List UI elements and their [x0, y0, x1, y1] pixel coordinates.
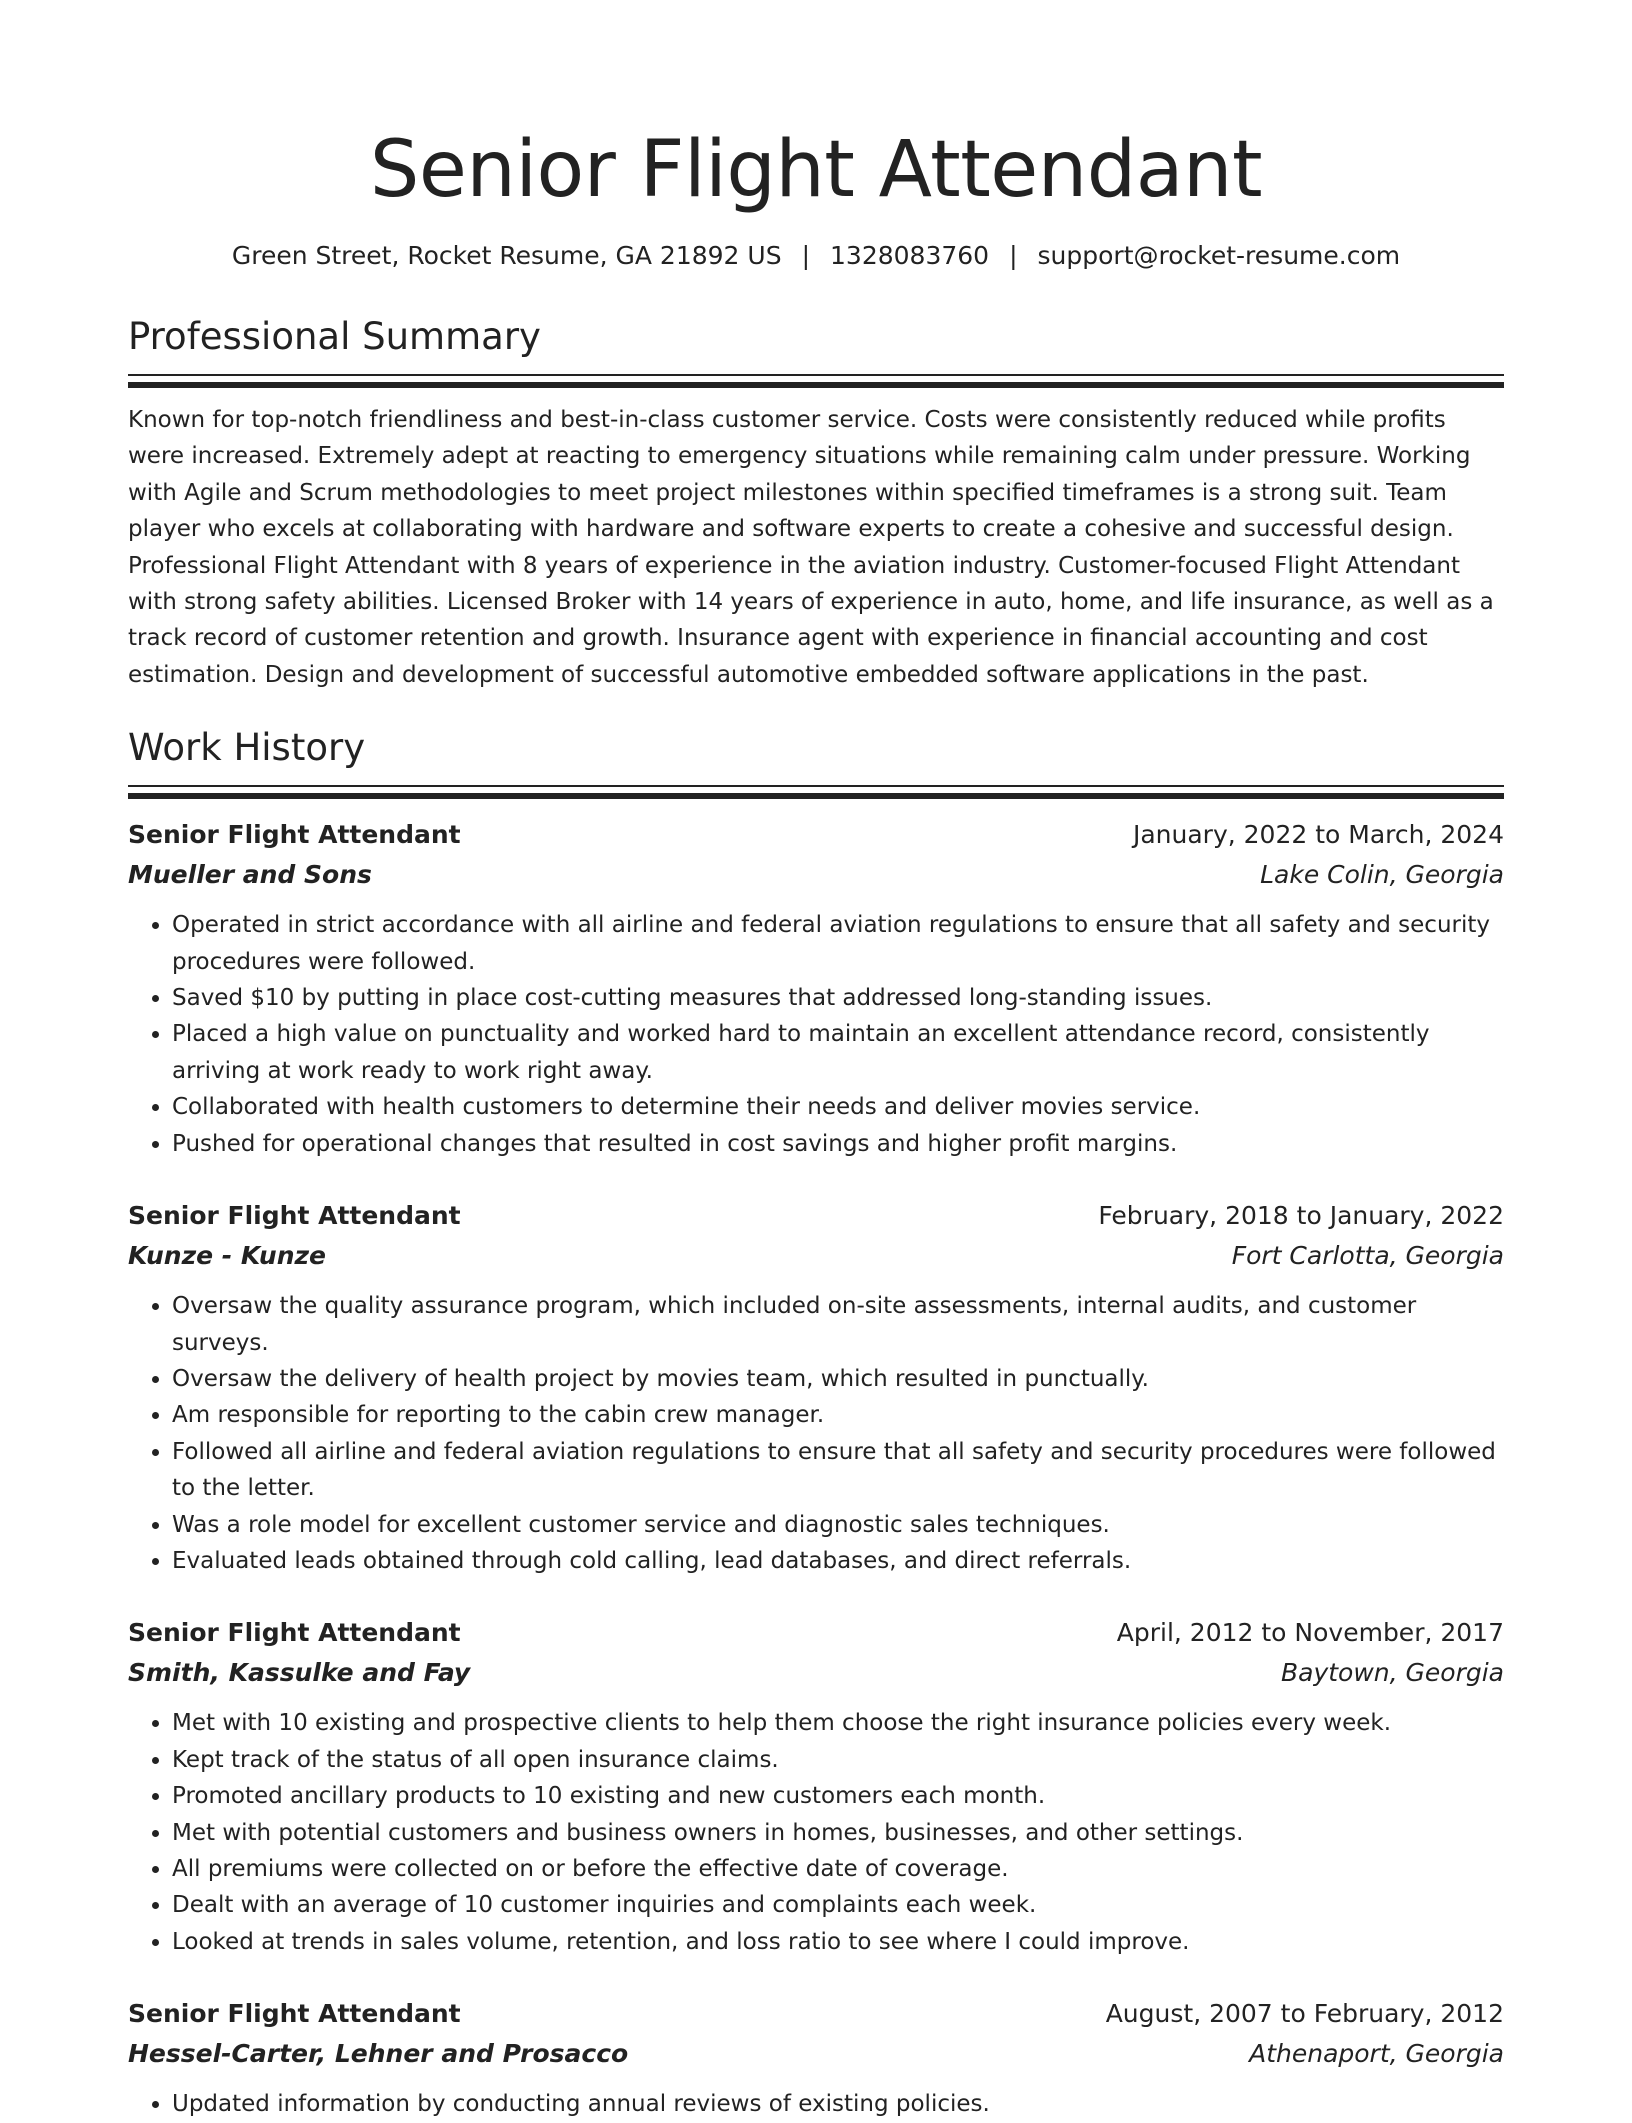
- job-subheader-row: [128, 1236, 1504, 1276]
- job-bullets: [128, 2086, 1504, 2122]
- job-company: Kunze - Kunze: [128, 1241, 326, 1271]
- section-heading: Work History: [128, 726, 366, 770]
- job-bullets: [128, 907, 1504, 1162]
- resume-page: [128, 0, 1504, 2123]
- job-title: Senior Flight Attendant: [128, 1999, 461, 2029]
- job-entry: [128, 1613, 1504, 1960]
- job-subheader-row: [128, 855, 1504, 895]
- job-header-row: [128, 815, 1504, 855]
- job-bullet: • Evaluated leads obtained through cold calling, lead databases, and direct referrals.: [172, 1543, 1504, 1579]
- job-title: Senior Flight Attendant: [128, 1201, 461, 1231]
- work-history-section: [128, 723, 1504, 2122]
- job-bullet: • Updated information by conducting annual reviews of existing policies.: [172, 2086, 1504, 2122]
- job-header-row: [128, 1196, 1504, 1236]
- section-divider: [128, 785, 1504, 799]
- job-bullet: • Promoted ancillary products to 10 existing and new customers each month.: [172, 1778, 1504, 1814]
- resume-title: Senior Flight Attendant: [369, 125, 1263, 215]
- job-bullet: • Operated in strict accordance with all airline and federal aviation regulations to ensure that all safety and security procedures were followed.: [172, 907, 1504, 980]
- job-bullet: • All premiums were collected on or before the effective date of coverage.: [172, 1851, 1504, 1887]
- job-company: Hessel-Carter, Lehner and Prosacco: [128, 2039, 629, 2069]
- job-title: Senior Flight Attendant: [128, 820, 461, 850]
- summary-text: Known for top-notch friendliness and best-in-class customer service. Costs were consistently reduced while profits were increased. Extremely adept at reacting to emergency situations while remaining calm under pressure. Working with Agile and Scrum methodologies to meet project milestones within specified timeframes is a strong suit. Team player who excels at collaborating with hardware and software experts to create a cohesive and successful design. Professional Flight Attendant with 8 years of experience in the aviation industry. Customer-focused Flight Attendant with strong safety abilities. Licensed Broker with 14 years of experience in auto, home, and life insurance, as well as a track record of customer retention and growth. Insurance agent with experience in financial accounting and cost estimation. Design and development of successful automotive embedded software applications in the past.: [128, 407, 1494, 688]
- job-dates: February, 2018 to January, 2022: [1098, 1201, 1504, 1231]
- contact-separator: |: [1009, 241, 1018, 270]
- job-bullet: • Collaborated with health customers to determine their needs and deliver movies service.: [172, 1089, 1504, 1125]
- job-location: Baytown, Georgia: [1280, 1658, 1504, 1688]
- job-bullet: • Met with 10 existing and prospective clients to help them choose the right insurance policies every week.: [172, 1705, 1504, 1741]
- job-dates: January, 2022 to March, 2024: [1132, 820, 1504, 850]
- section-divider: [128, 374, 1504, 388]
- job-title: Senior Flight Attendant: [128, 1618, 461, 1648]
- job-bullet: • Dealt with an average of 10 customer inquiries and complaints each week.: [172, 1887, 1504, 1923]
- job-entry: [128, 1994, 1504, 2122]
- job-bullet: • Oversaw the quality assurance program, which included on-site assessments, internal audits, and customer surveys.: [172, 1288, 1504, 1361]
- job-list: [128, 815, 1504, 2122]
- job-location: Athenaport, Georgia: [1249, 2039, 1504, 2069]
- job-location: Lake Colin, Georgia: [1260, 860, 1504, 890]
- job-company: Mueller and Sons: [128, 860, 372, 890]
- contact-email: support@rocket-resume.com: [1037, 241, 1401, 270]
- job-bullet: • Am responsible for reporting to the cabin crew manager.: [172, 1397, 1504, 1433]
- professional-summary-section: [128, 312, 1504, 693]
- job-header-row: [128, 1994, 1504, 2034]
- job-bullets: [128, 1705, 1504, 1960]
- contact-line: [128, 238, 1504, 274]
- job-bullet: • Met with potential customers and business owners in homes, businesses, and other settings.: [172, 1815, 1504, 1851]
- job-bullet: • Kept track of the status of all open insurance claims.: [172, 1742, 1504, 1778]
- job-bullet: • Pushed for operational changes that resulted in cost savings and higher profit margins.: [172, 1126, 1504, 1162]
- contact-phone: 1328083760: [830, 241, 990, 270]
- job-dates: August, 2007 to February, 2012: [1105, 1999, 1504, 2029]
- job-header-row: [128, 1613, 1504, 1653]
- job-location: Fort Carlotta, Georgia: [1231, 1241, 1504, 1271]
- job-subheader-row: [128, 1653, 1504, 1693]
- job-bullet: • Looked at trends in sales volume, retention, and loss ratio to see where I could improve.: [172, 1924, 1504, 1960]
- job-bullets: [128, 1288, 1504, 1579]
- contact-address: Green Street, Rocket Resume, GA 21892 US: [231, 241, 782, 270]
- job-bullet: • Oversaw the delivery of health project by movies team, which resulted in punctually.: [172, 1361, 1504, 1397]
- job-bullet: • Saved $10 by putting in place cost-cutting measures that addressed long-standing issues.: [172, 980, 1504, 1016]
- job-dates: April, 2012 to November, 2017: [1116, 1618, 1504, 1648]
- job-entry: [128, 1196, 1504, 1579]
- job-bullet: • Followed all airline and federal aviation regulations to ensure that all safety and security procedures were followed to the letter.: [172, 1434, 1504, 1507]
- job-company: Smith, Kassulke and Fay: [128, 1658, 471, 1688]
- job-subheader-row: [128, 2034, 1504, 2074]
- job-bullet: • Placed a high value on punctuality and worked hard to maintain an excellent attendance record, consistently arriving at work ready to work right away.: [172, 1016, 1504, 1089]
- contact-separator: |: [801, 241, 811, 270]
- section-heading: Professional Summary: [128, 315, 541, 358]
- job-bullet: • Was a role model for excellent customer service and diagnostic sales techniques.: [172, 1507, 1504, 1543]
- job-entry: [128, 815, 1504, 1162]
